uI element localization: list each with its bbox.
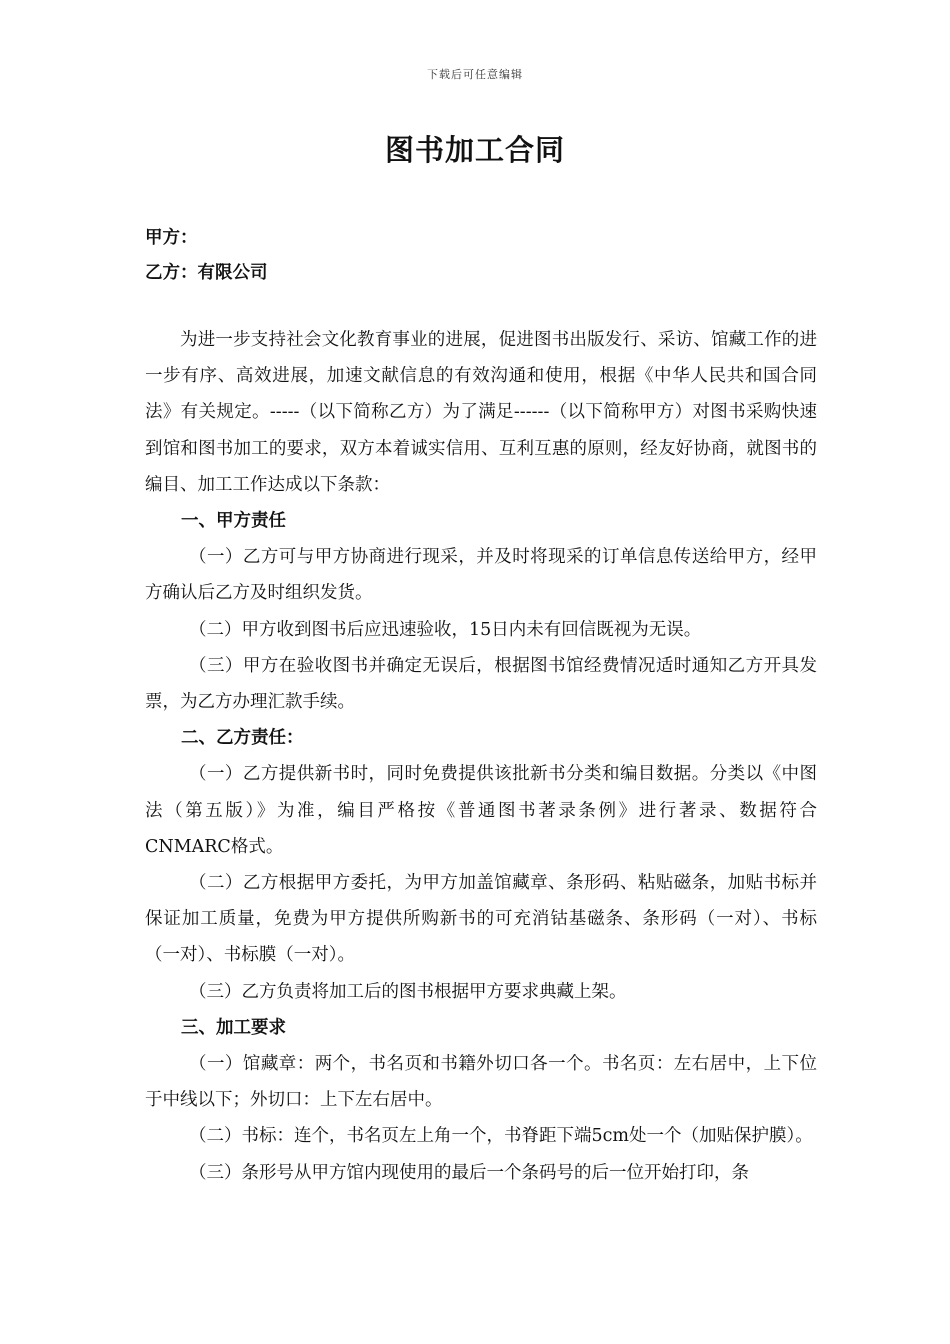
header-note: 下载后可任意编辑	[427, 68, 523, 81]
page-title: 图书加工合同	[384, 133, 565, 167]
party-b-line: 乙方：有限公司	[145, 263, 268, 283]
clause-paragraph: （二）甲方收到图书后应迅速验收，15日内未有回信既视为无误。	[189, 619, 702, 640]
clause-paragraph: （三）甲方在验收图书并确定无误后，根据图书馆经费情况适时通知乙方开具发票，为乙方办理汇款手续。	[145, 655, 817, 713]
contract-body	[145, 322, 817, 1191]
section-heading-processing-requirements: 三、加工要求	[181, 1017, 286, 1038]
clause-paragraph: （一）馆藏章：两个，书名页和书籍外切口各一个。书名页：左右居中，上下位于中线以下；外切口：上下左右居中。	[145, 1054, 817, 1111]
section-heading-party-b-duties: 二、乙方责任：	[181, 728, 304, 749]
section-heading-party-a-duties: 一、甲方责任	[181, 511, 286, 532]
clause-paragraph: （三）条形号从甲方馆内现使用的最后一个条码号的后一位开始打印，条	[189, 1162, 749, 1183]
clause-paragraph: （二）书标：连个，书名页左上角一个，书脊距下端5cm处一个（加贴保护膜）。	[189, 1126, 813, 1147]
clause-paragraph: （一）乙方可与甲方协商进行现采，并及时将现采的订单信息传送给甲方，经甲方确认后乙方及时组织发货。	[145, 547, 817, 604]
clause-paragraph: （一）乙方提供新书时，同时免费提供该批新书分类和编目数据。分类以《中图法（第五版）》为准，编目严格按《普通图书著录条例》进行著录、数据符合CNMARC格式。	[145, 764, 817, 857]
party-a-line: 甲方：	[145, 228, 198, 248]
intro-paragraph: 为进一步支持社会文化教育事业的进展，促进图书出版发行、采访、馆藏工作的进一步有序、高效进展，加速文献信息的有效沟通和使用，根据《中华人民共和国合同法》有关规定。-----（以下简称乙方）为了满足------（以下简称甲方）对图书采购快速到馆和图书加工的要求，双方本着诚实信用、互利互惠的原则，经友好协商，就图书的编目、加工工作达成以下条款：	[145, 330, 817, 495]
clause-paragraph: （三）乙方负责将加工后的图书根据甲方要求典藏上架。	[189, 981, 627, 1002]
clause-paragraph: （二）乙方根据甲方委托，为甲方加盖馆藏章、条形码、粘贴磁条，加贴书标并保证加工质量，免费为甲方提供所购新书的可充消钴基磁条、条形码（一对）、书标（一对）、书标膜（一对）。	[145, 873, 817, 966]
